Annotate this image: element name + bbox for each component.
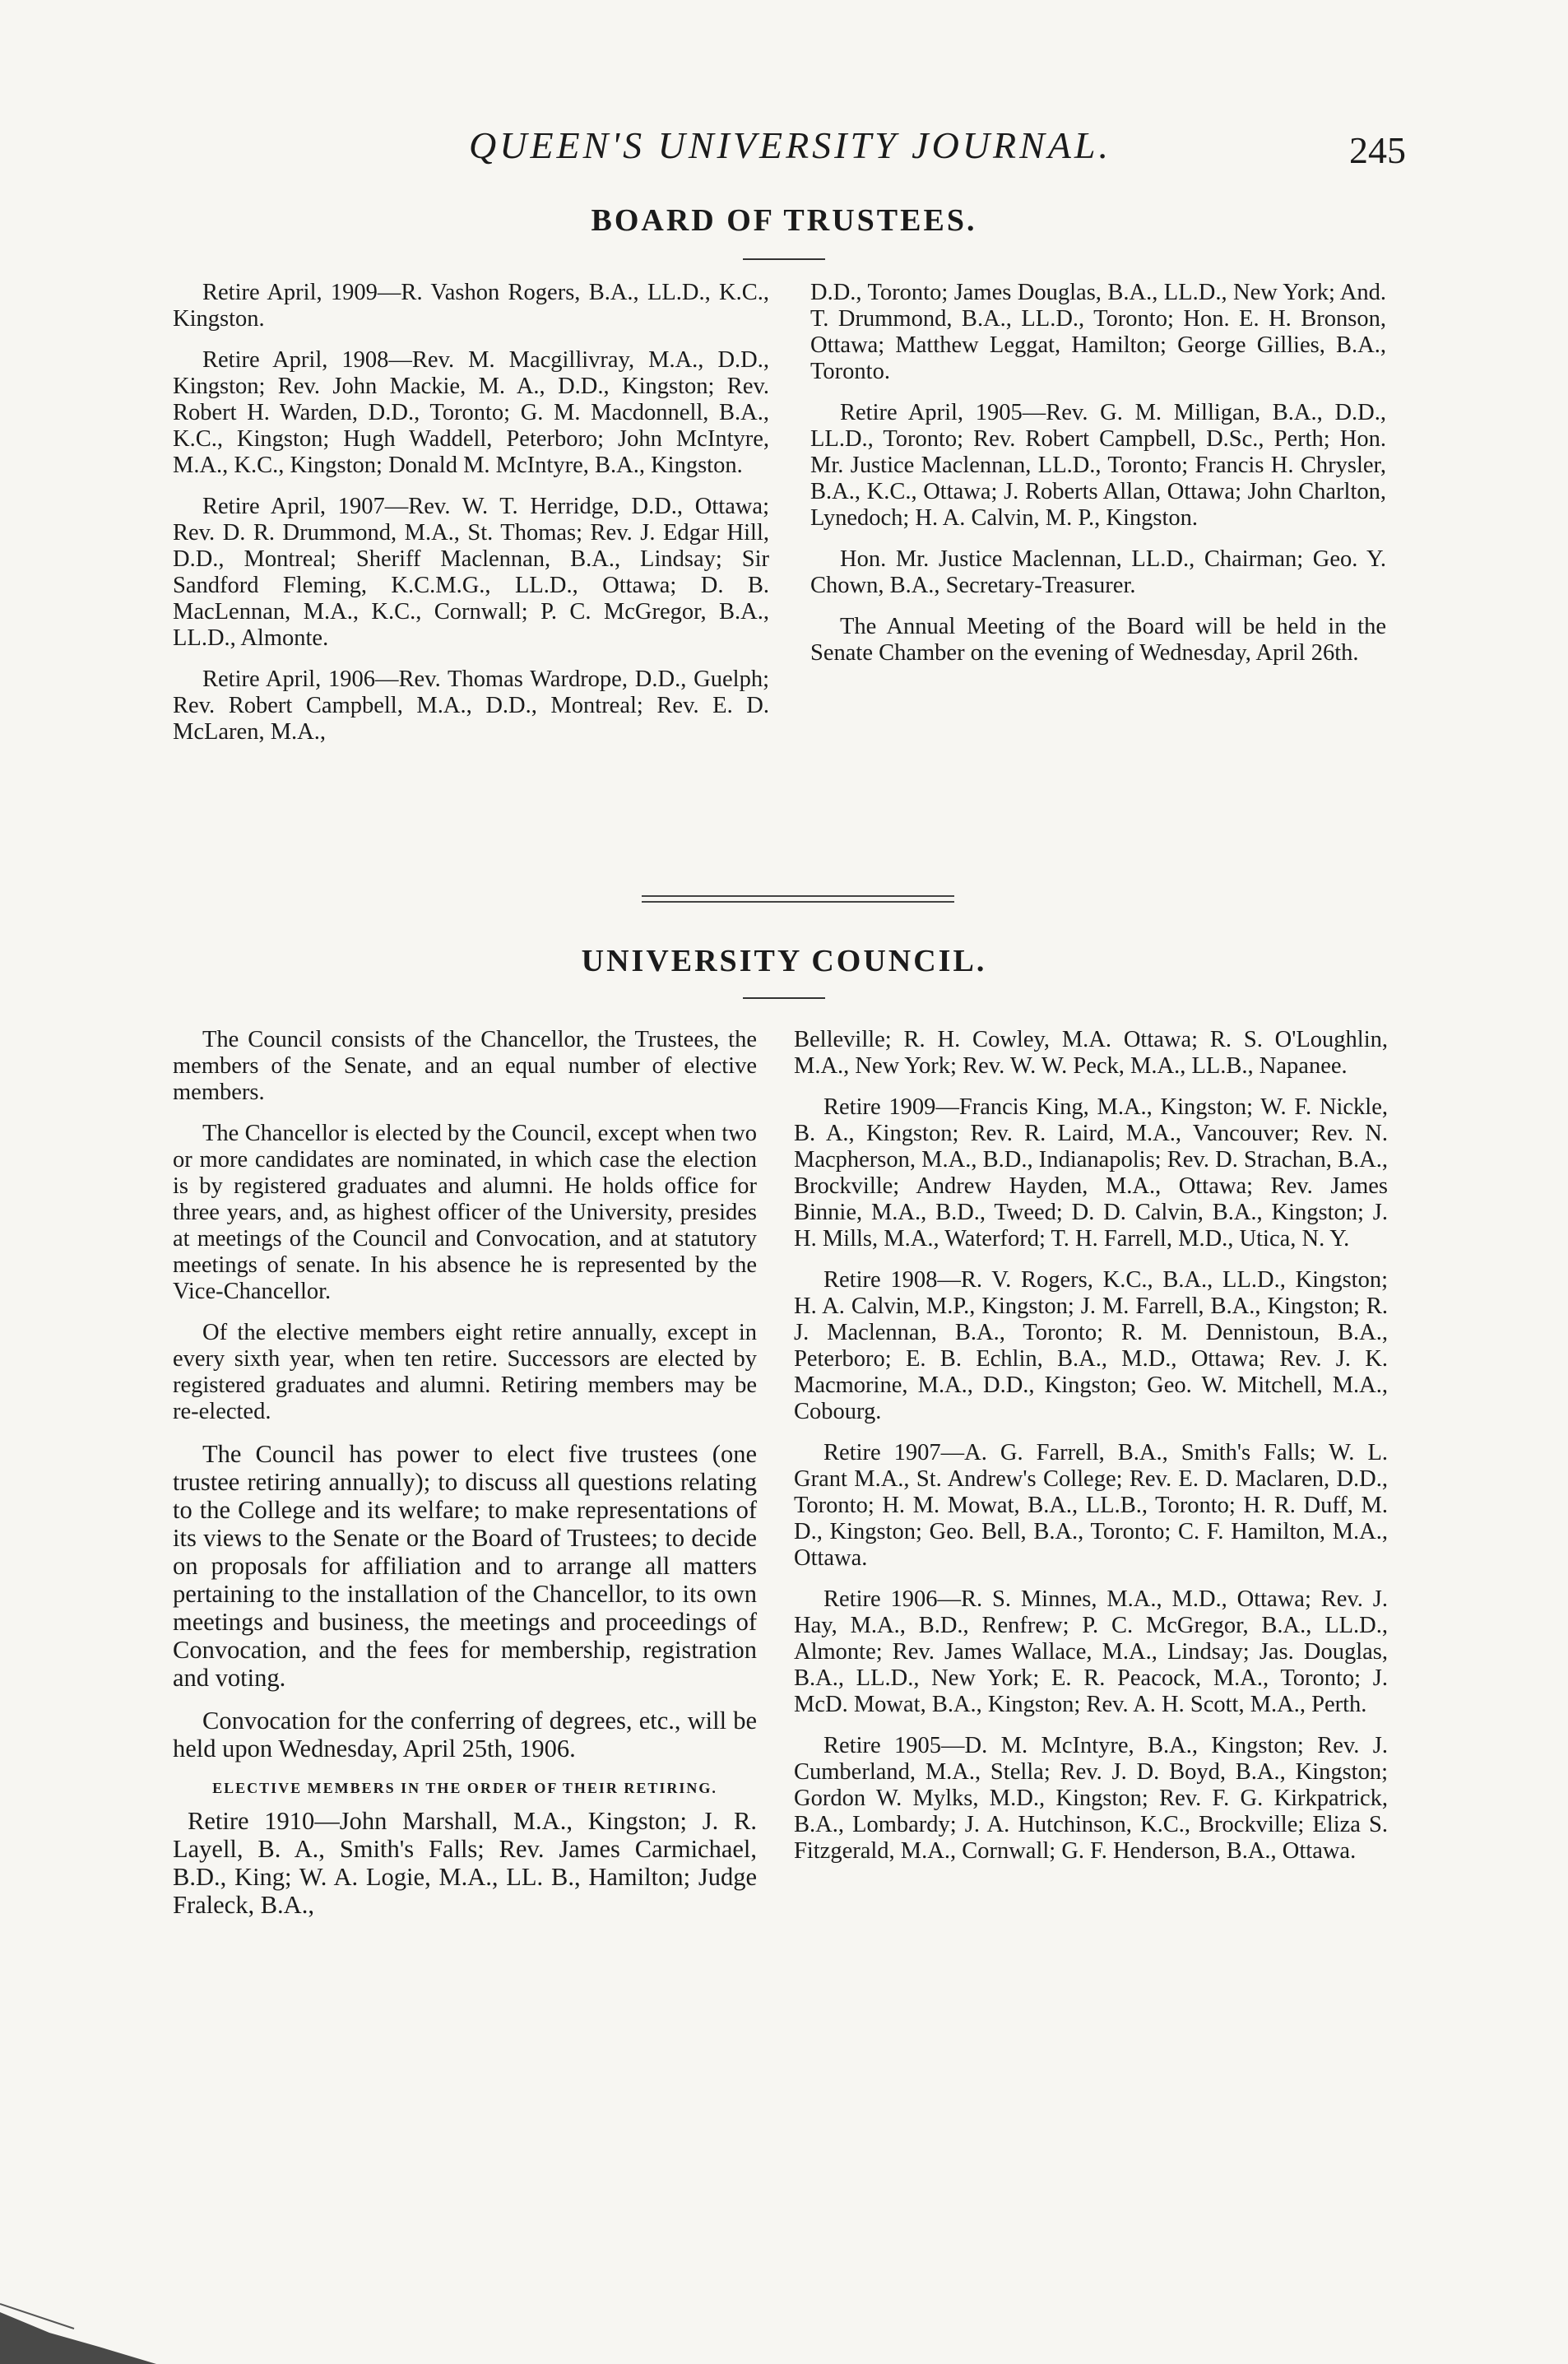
council-paragraph: Retire 1907—A. G. Farrell, B.A., Smith's Falls; W. L. Grant M.A., St. Andrew's College; Rev. E. D. Maclaren, D.D., Toronto; H. M. Mowat, B.A., LL.B., Toronto; H. R. Duff, M. D., Kingston; Geo. Bell, B.A., Toronto; C. F. Hamilton, M.A., Ottawa.	[794, 1440, 1388, 1571]
retire-1910-paragraph: Retire 1910—John Marshall, M.A., Kingston; J. R. Layell, B. A., Smith's Falls; Rev. James Carmichael, B.D., King; W. A. Logie, M.A., LL. B., Hamilton; Judge Fraleck, B.A.,	[173, 1807, 757, 1919]
journal-title: QUEEN'S UNIVERSITY JOURNAL.	[469, 124, 1111, 166]
council-paragraph: Of the elective members eight retire annually, except in every sixth year, when ten retire. Successors are elected by registered graduates and alumni. Retiring members may be re-elected.	[173, 1320, 757, 1424]
board-paragraph: Retire April, 1909—R. Vashon Rogers, B.A., LL.D., K.C., Kingston.	[173, 280, 769, 332]
council-left-column	[173, 1027, 757, 1934]
board-left-column	[173, 280, 769, 760]
board-paragraph: Retire April, 1907—Rev. W. T. Herridge, D.D., Ottawa; Rev. D. R. Drummond, M.A., St. Thomas; Rev. J. Edgar Hill, D.D., Montreal; Sheriff Maclennan, B.A., Lindsay; Sir Sandford Fleming, K.C.M.G., LL.D., Ottawa; D. B. MacLennan, M.A., K.C., Cornwall; P. C. McGregor, B.A., LL.D., Almonte.	[173, 494, 769, 651]
council-title: UNIVERSITY COUNCIL.	[581, 944, 987, 978]
board-right-column	[810, 280, 1386, 681]
board-paragraph: Hon. Mr. Justice Maclennan, LL.D., Chairman; Geo. Y. Chown, B.A., Secretary-Treasurer.	[810, 546, 1386, 598]
council-paragraph: Retire 1905—D. M. McIntyre, B.A., Kingston; Rev. J. Cumberland, M.A., Stella; Rev. J. D. Boyd, B.A., Kingston; Gordon W. Mylks, M.D., Kingston; Rev. F. G. Kirkpatrick, B.A., Lombardy; J. A. Hutchinson, K.C., Brockville; Eliza S. Fitzgerald, M.A., Cornwall; G. F. Henderson, B.A., Ottawa.	[794, 1733, 1388, 1864]
board-paragraph: The Annual Meeting of the Board will be held in the Senate Chamber on the evening of Wednesday, April 26th.	[810, 614, 1386, 666]
board-paragraph: Retire April, 1908—Rev. M. Macgillivray, M.A., D.D., Kingston; Rev. John Mackie, M. A., D.D., Kingston; Rev. Robert H. Warden, D.D., Toronto; G. M. Macdonnell, B.A., K.C., Kingston; Hugh Waddell, Peterboro; John McIntyre, M.A., K.C., Kingston; Donald M. McIntyre, B.A., Kingston.	[173, 347, 769, 478]
page-number: 245	[1349, 129, 1406, 171]
board-title: BOARD OF TRUSTEES.	[591, 203, 977, 238]
council-right-column	[794, 1027, 1388, 1879]
council-paragraph: Retire 1908—R. V. Rogers, K.C., B.A., LL.D., Kingston; H. A. Calvin, M.P., Kingston; J. M. Farrell, B.A., Kingston; R. J. Maclennan, B.A., Toronto; R. M. Dennistoun, B.A., Peterboro; E. B. Echlin, B.A., M.D., Ottawa; Rev. J. K. Macmorine, M.A., D.D., Kingston; Geo. W. Mitchell, M.A., Cobourg.	[794, 1267, 1388, 1424]
board-paragraph: Retire April, 1906—Rev. Thomas Wardrope, D.D., Guelph; Rev. Robert Campbell, M.A., D.D., Montreal; Rev. E. D. McLaren, M.A.,	[173, 666, 769, 745]
council-paragraph: Retire 1906—R. S. Minnes, M.A., M.D., Ottawa; Rev. J. Hay, M.A., B.D., Renfrew; P. C. McGregor, B.A., LL.D., Almonte; Rev. James Wallace, M.A., Lindsay; Jas. Douglas, B.A., LL.D., New York; E. R. Peacock, M.A., Toronto; J. McD. Mowat, B.A., Kingston; Rev. A. H. Scott, M.A., Perth.	[794, 1586, 1388, 1717]
council-paragraph: Belleville; R. H. Cowley, M.A. Ottawa; R. S. O'Loughlin, M.A., New York; Rev. W. W. Peck, M.A., LL.B., Napanee.	[794, 1027, 1388, 1079]
council-paragraph: The Council has power to elect five trustees (one trustee retiring annually); to discuss all questions relating to the College and its welfare; to make representations of its views to the Senate or the Board of Trustees; to decide on proposals for affiliation and to arrange all matters pertaining to the installation of the Chancellor, to its own meetings and business, the meetings and proceedings of Convocation, and the fees for membership, registration and voting.	[173, 1440, 757, 1692]
board-paragraph: D.D., Toronto; James Douglas, B.A., LL.D., New York; And. T. Drummond, B.A., LL.D., Toronto; Hon. E. H. Bronson, Ottawa; Matthew Leggat, Hamilton; George Gillies, B.A., Toronto.	[810, 280, 1386, 384]
council-paragraph: The Chancellor is elected by the Council, except when two or more candidates are nominated, in which case the election is by registered graduates and alumni. He holds office for three years, and, as highest officer of the University, presides at meetings of the Council and Convocation, and at statutory meetings of senate. In his absence he is represented by the Vice-Chancellor.	[173, 1121, 757, 1304]
scan-edge-mark	[0, 2296, 156, 2364]
board-title-rule	[743, 258, 825, 260]
section-divider	[642, 895, 954, 907]
council-paragraph: Retire 1909—Francis King, M.A., Kingston; W. F. Nickle, B. A., Kingston; Rev. R. Laird, M.A., Vancouver; Rev. N. Macpherson, M.A., B.D., Indianapolis; Rev. D. Strachan, B.A., Brockville; Andrew Hayden, M.A., Ottawa; Rev. James Binnie, M.A., B.D., Tweed; D. D. Calvin, B.A., Kingston; J. H. Mills, M.A., Waterford; T. H. Farrell, M.D., Utica, N. Y.	[794, 1094, 1388, 1252]
council-paragraph: Convocation for the conferring of degrees, etc., will be held upon Wednesday, April 25th, 1906.	[173, 1707, 757, 1763]
council-paragraph: The Council consists of the Chancellor, the Trustees, the members of the Senate, and an equal number of elective members.	[173, 1027, 757, 1105]
council-title-rule	[743, 997, 825, 999]
running-head	[0, 123, 1568, 173]
elective-members-heading: ELECTIVE MEMBERS IN THE ORDER OF THEIR RETIRING.	[212, 1780, 717, 1796]
board-paragraph: Retire April, 1905—Rev. G. M. Milligan, B.A., D.D., LL.D., Toronto; Rev. Robert Campbell, D.Sc., Perth; Hon. Mr. Justice Maclennan, LL.D., Toronto; Francis H. Chrysler, B.A., K.C., Ottawa; J. Roberts Allan, Ottawa; John Charlton, Lynedoch; H. A. Calvin, M. P., Kingston.	[810, 400, 1386, 531]
